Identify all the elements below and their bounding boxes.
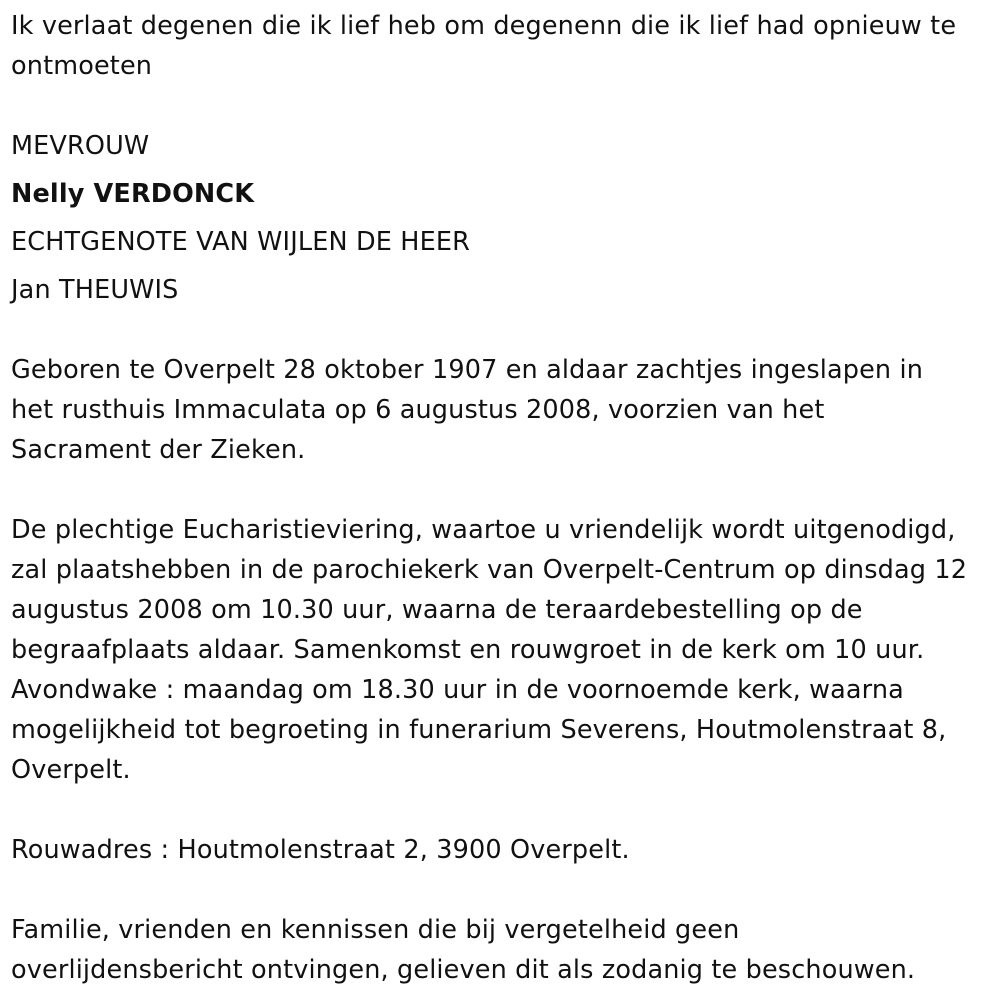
family-notice — [11, 910, 915, 990]
salutation: MEVROUW — [11, 131, 150, 161]
birth-death-line: Geboren te Overpelt 28 oktober 1907 en aldaar zachtjes ingeslapen in — [11, 355, 924, 385]
intro-quote-line: Ik verlaat degenen die ik lief heb om degenenn die ik lief had opnieuw te — [11, 11, 957, 41]
intro-quote-line: ontmoeten — [11, 51, 153, 81]
birth-death-paragraph — [11, 350, 923, 470]
ceremony-line: Overpelt. — [11, 755, 131, 785]
spouse-name: Jan THEUWIS — [11, 275, 179, 305]
ceremony-line: De plechtige Eucharistieviering, waartoe u vriendelijk wordt uitgenodigd, — [11, 515, 956, 545]
ceremony-line: zal plaatshebben in de parochiekerk van Overpelt-Centrum op dinsdag 12 — [11, 555, 968, 585]
deceased-name: Nelly VERDONCK — [11, 179, 255, 209]
ceremony-line: Avondwake : maandag om 18.30 uur in de voornoemde kerk, waarna — [11, 675, 904, 705]
birth-death-line: Sacrament der Zieken. — [11, 435, 306, 465]
intro-quote — [11, 6, 956, 86]
ceremony-paragraph — [11, 510, 967, 790]
ceremony-line: begraafplaats aldaar. Samenkomst en rouwgroet in de kerk om 10 uur. — [11, 635, 925, 665]
family-notice-line: Familie, vrienden en kennissen die bij vergetelheid geen — [11, 915, 740, 945]
ceremony-line: augustus 2008 om 10.30 uur, waarna de teraardebestelling op de — [11, 595, 863, 625]
family-notice-line: overlijdensbericht ontvingen, gelieven dit als zodanig te beschouwen. — [11, 955, 916, 985]
birth-death-line: het rusthuis Immaculata op 6 augustus 2008, voorzien van het — [11, 395, 825, 425]
spouse-title: ECHTGENOTE VAN WIJLEN DE HEER — [11, 227, 470, 257]
ceremony-line: mogelijkheid tot begroeting in funerarium Severens, Houtmolenstraat 8, — [11, 715, 947, 745]
mourning-address: Rouwadres : Houtmolenstraat 2, 3900 Overpelt. — [11, 835, 630, 865]
